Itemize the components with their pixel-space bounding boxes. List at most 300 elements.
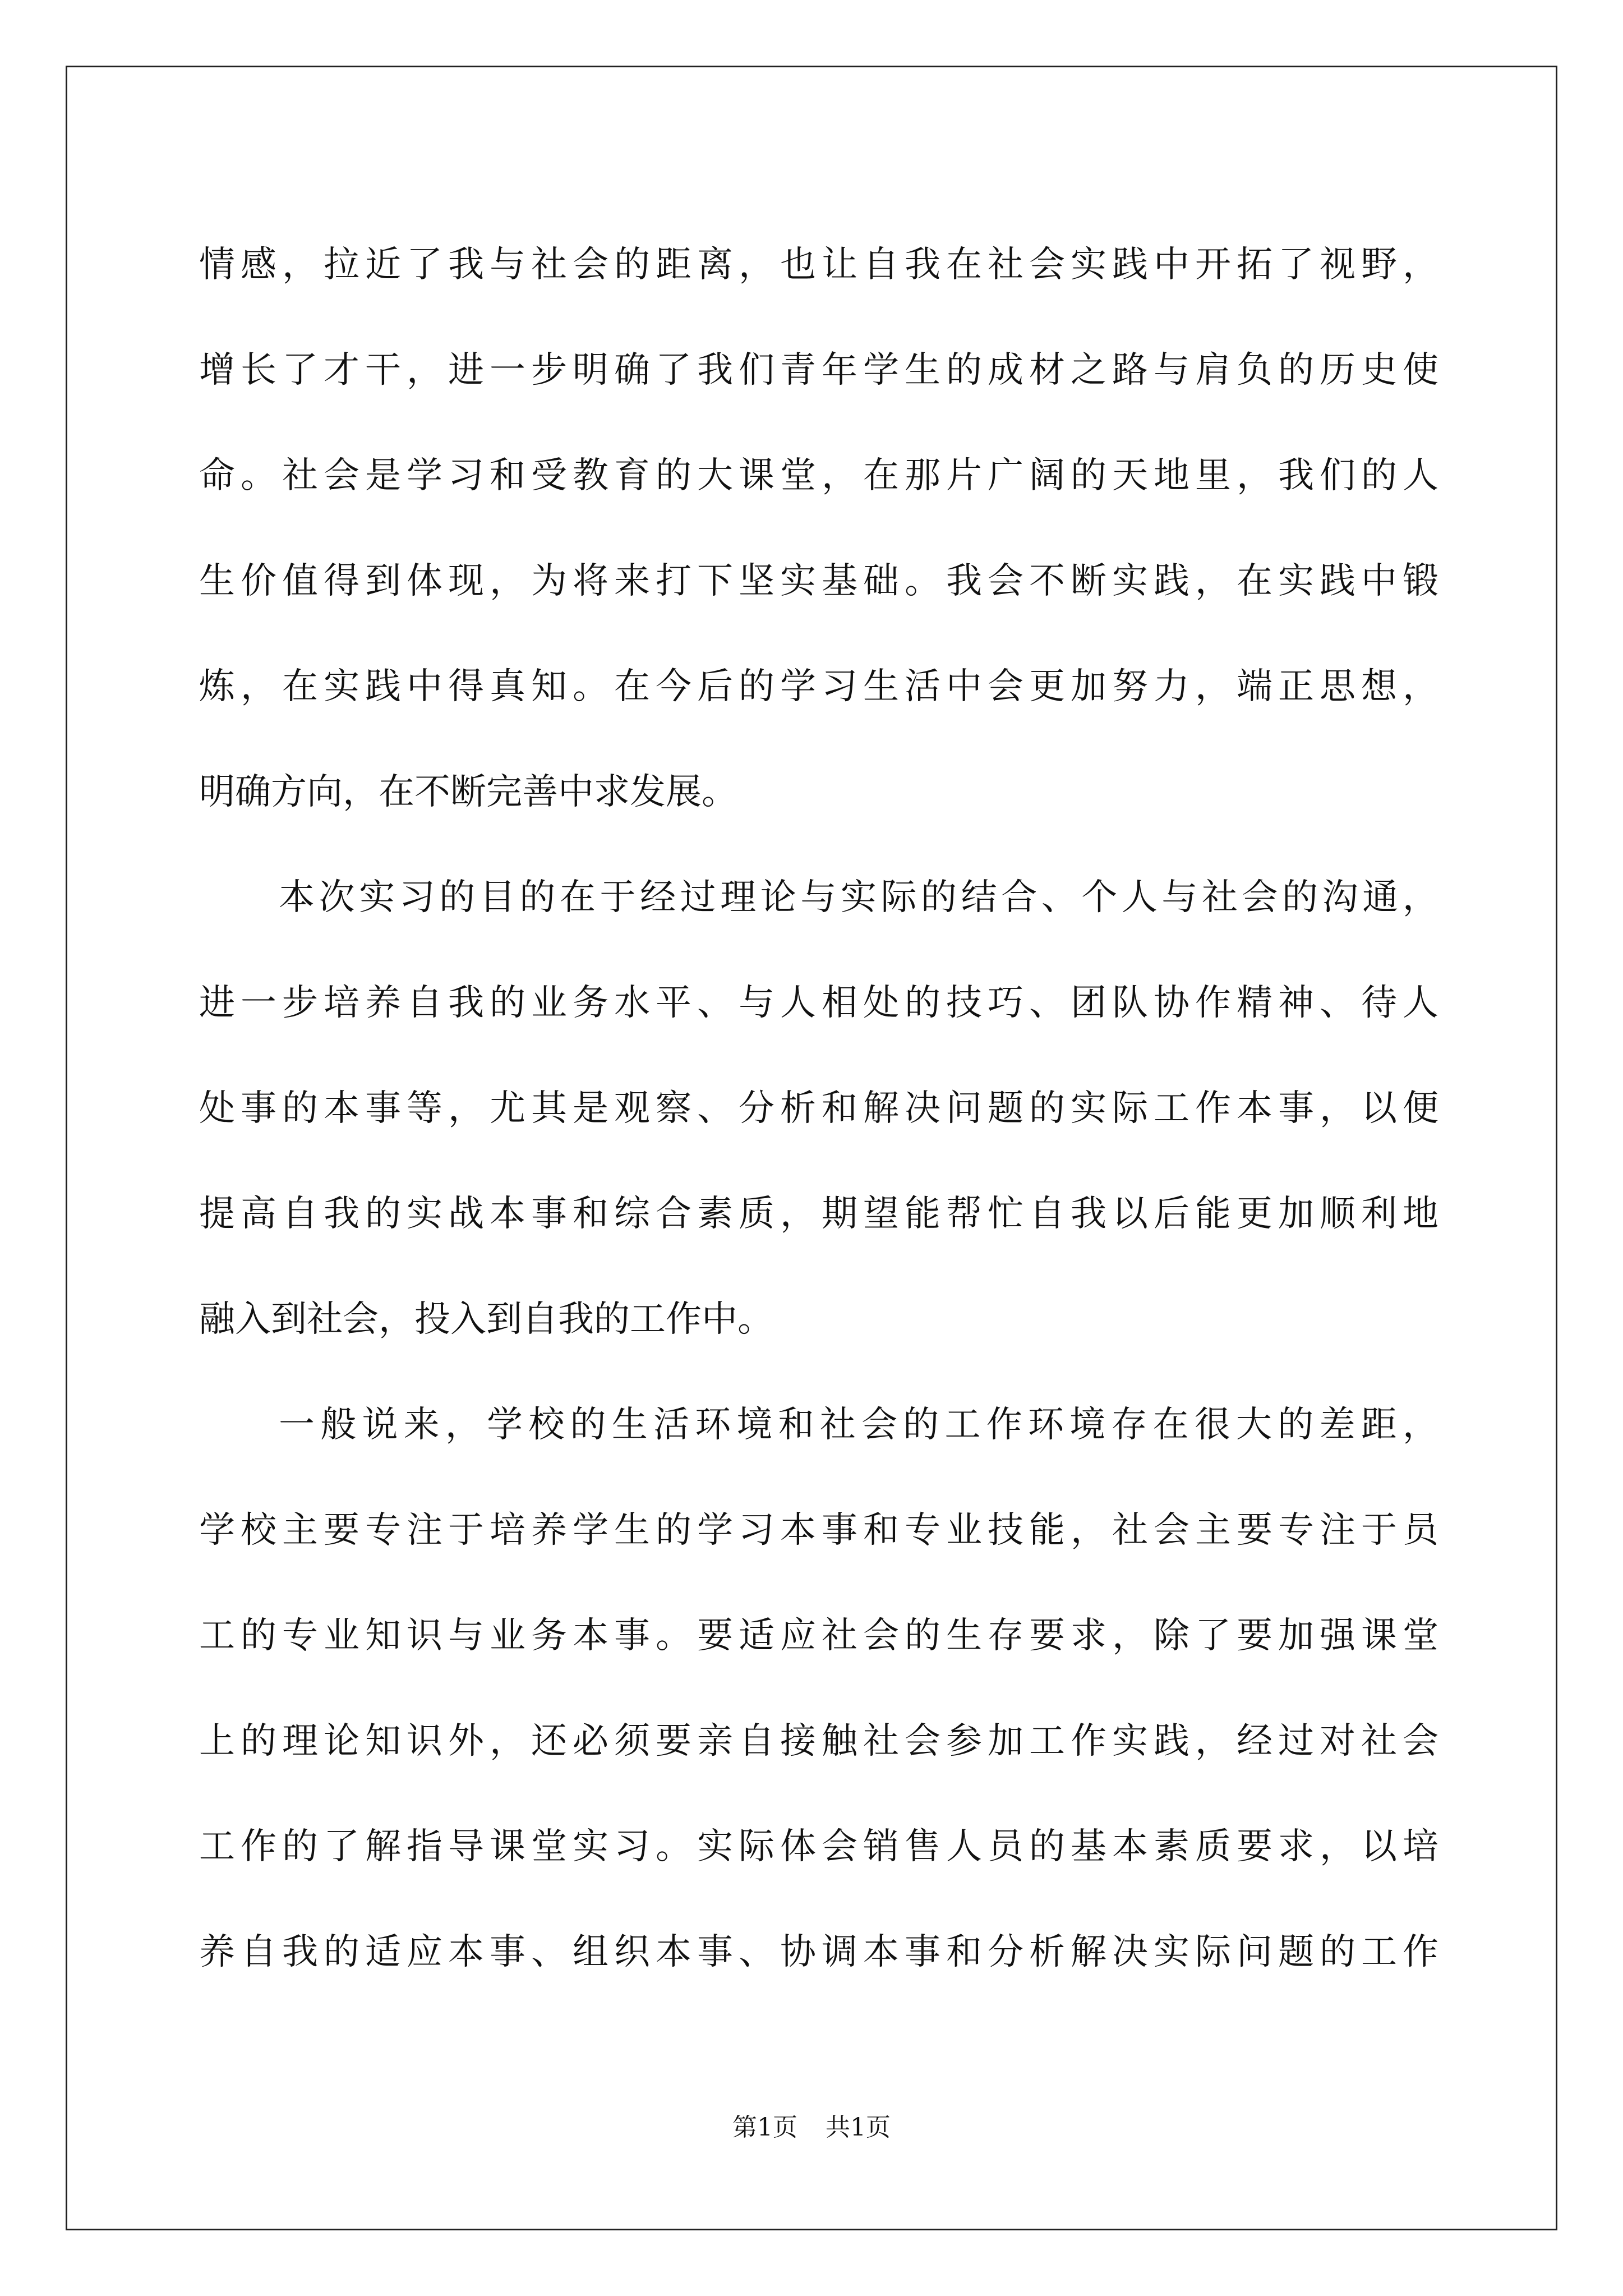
text-char: 要: [1029, 1615, 1065, 1657]
text-char: 求: [1071, 1615, 1106, 1657]
text-char: 在: [559, 877, 596, 918]
text-char: 要: [1237, 1615, 1272, 1657]
text-char: ，: [1237, 455, 1272, 496]
text-char: 目: [479, 877, 515, 918]
text-char: 近: [365, 244, 401, 286]
text-char: 知: [365, 1615, 401, 1657]
text-char: 自: [739, 1720, 774, 1762]
text-char: 社: [1361, 1720, 1397, 1762]
text-line: [199, 1583, 1438, 1688]
text-char: 之: [1071, 349, 1106, 391]
text-char: 导: [448, 1826, 484, 1867]
text-char: 、: [697, 1088, 733, 1129]
text-char: 提: [199, 1193, 235, 1235]
text-char: 我: [282, 1931, 318, 1973]
text-char: 实: [1071, 1088, 1106, 1129]
text-char: 为: [531, 560, 567, 602]
text-char: 经: [640, 877, 676, 918]
text-char: 自: [407, 982, 442, 1024]
text-char: 体: [407, 560, 442, 602]
text-char: 社: [822, 1615, 857, 1657]
text-char: 的: [739, 666, 774, 707]
text-char: 今: [656, 666, 691, 707]
text-char: 现: [448, 560, 484, 602]
text-char: 存: [988, 1615, 1023, 1657]
text-line: [199, 634, 1438, 739]
text-char: 说: [362, 1404, 398, 1446]
text-char: ，: [490, 1720, 525, 1762]
text-char: 生: [199, 560, 235, 602]
text-char: 确: [614, 349, 650, 391]
text-char: 主: [1195, 1510, 1231, 1551]
text-char: 务: [531, 1615, 567, 1657]
text-line: [199, 950, 1438, 1056]
paragraph-first-line: [199, 1372, 1438, 1478]
text-char: ，: [448, 1088, 484, 1129]
text-char: 努: [1112, 666, 1148, 707]
text-char: 很: [1194, 1404, 1230, 1446]
text-char: 想: [1361, 666, 1397, 707]
text-char: 、: [531, 1931, 567, 1973]
text-char: 我: [905, 244, 940, 286]
text-char: 生: [614, 1510, 650, 1551]
text-char: 真: [490, 666, 525, 707]
text-char: 以: [1361, 1088, 1397, 1129]
text-char: 了: [1278, 244, 1314, 286]
text-char: 我: [946, 560, 982, 602]
text-char: 自: [863, 244, 899, 286]
text-char: 端: [1237, 666, 1272, 707]
text-char: 水: [614, 982, 650, 1024]
text-char: 的: [490, 982, 525, 1024]
text-char: 加: [1278, 1615, 1314, 1657]
text-char: ，: [445, 1404, 481, 1446]
text-char: 教: [573, 455, 608, 496]
text-char: 与: [1161, 877, 1198, 918]
text-char: 事: [822, 1510, 857, 1551]
text-char: 和: [822, 1088, 857, 1129]
text-char: 自: [241, 1931, 276, 1973]
text-char: 与: [800, 877, 837, 918]
text-char: 题: [988, 1088, 1023, 1129]
text-char: ，: [1403, 244, 1438, 286]
text-char: ，: [1195, 1720, 1231, 1762]
text-char: 大: [1236, 1404, 1272, 1446]
text-char: 得: [324, 560, 359, 602]
text-char: 的: [1278, 349, 1314, 391]
text-char: 、: [1029, 982, 1065, 1024]
text-char: 。: [656, 1615, 691, 1657]
text-char: 的: [921, 877, 957, 918]
text-char: 后: [697, 666, 733, 707]
text-char: 巧: [988, 982, 1023, 1024]
text-char: 养: [531, 1510, 567, 1551]
text-char: 过: [680, 877, 716, 918]
text-line: [199, 528, 1438, 634]
text-char: 来: [403, 1404, 440, 1446]
text-char: 的: [519, 877, 556, 918]
text-char: ，: [1320, 1826, 1355, 1867]
text-line: [199, 1161, 1438, 1267]
text-char: 和: [946, 1931, 982, 1973]
text-char: ，: [241, 666, 276, 707]
text-char: 团: [1071, 982, 1106, 1024]
text-char: 在: [1152, 1404, 1189, 1446]
text-char: 社: [863, 1720, 899, 1762]
text-char: 史: [1361, 349, 1397, 391]
text-char: 距: [656, 244, 691, 286]
text-char: 实: [359, 877, 395, 918]
text-char: 的: [1029, 1088, 1065, 1129]
text-char: 会: [1029, 244, 1065, 286]
text-char: 事: [1278, 1088, 1314, 1129]
text-char: 期: [822, 1193, 857, 1235]
text-char: 的: [905, 1615, 940, 1657]
text-char: 处: [199, 1088, 235, 1129]
text-char: 相: [822, 982, 857, 1024]
text-char: 人: [1403, 982, 1438, 1024]
text-char: 还: [531, 1720, 567, 1762]
text-line: [199, 1794, 1438, 1899]
text-char: 锻: [1403, 560, 1438, 602]
text-char: 协: [780, 1931, 816, 1973]
text-char: 才: [324, 349, 359, 391]
text-char: 断: [1071, 560, 1106, 602]
text-char: 专: [905, 1510, 940, 1551]
text-char: 地: [1154, 455, 1189, 496]
text-char: 距: [1361, 1404, 1397, 1446]
text-char: 会: [988, 666, 1023, 707]
text-char: 等: [407, 1088, 442, 1129]
text-char: ，: [407, 349, 442, 391]
text-char: 工: [944, 1404, 981, 1446]
text-char: 销: [863, 1826, 899, 1867]
text-line: [199, 1056, 1438, 1161]
text-char: 作: [1071, 1720, 1106, 1762]
text-char: 干: [365, 349, 401, 391]
text-char: 待: [1361, 982, 1397, 1024]
text-char: 适: [739, 1615, 774, 1657]
text-char: 加: [1278, 1193, 1314, 1235]
text-char: 事: [905, 1931, 940, 1973]
text-char: 通: [1362, 877, 1399, 918]
text-char: 实: [407, 1193, 442, 1235]
text-char: 决: [1112, 1931, 1148, 1973]
text-char: 解: [365, 1826, 401, 1867]
text-char: 的: [1071, 455, 1106, 496]
text-char: 上: [199, 1720, 235, 1762]
text-char: 的: [905, 982, 940, 1024]
text-char: 不: [1029, 560, 1065, 602]
text-char: 中: [407, 666, 442, 707]
page-number: 第1页: [732, 2113, 797, 2142]
text-char: 础: [863, 560, 899, 602]
text-char: 和: [863, 1510, 899, 1551]
text-char: 作: [1195, 982, 1231, 1024]
text-line: [199, 1478, 1438, 1583]
text-char: 生: [863, 666, 899, 707]
text-char: 员: [1403, 1510, 1438, 1551]
text-char: 了: [282, 349, 318, 391]
text-char: 个: [1081, 877, 1118, 918]
text-char: 是: [365, 455, 401, 496]
text-char: 的: [1278, 1404, 1314, 1446]
text-char: 。: [905, 560, 940, 602]
text-char: 问: [946, 1088, 982, 1129]
text-char: 的: [241, 1720, 276, 1762]
text-char: 会: [905, 1720, 940, 1762]
text-char: 学: [199, 1510, 235, 1551]
text-char: 会: [1154, 1510, 1189, 1551]
text-char: 校: [241, 1510, 276, 1551]
text-char: 课: [739, 455, 774, 496]
text-char: ，: [1195, 560, 1231, 602]
text-char: 长: [241, 349, 276, 391]
text-char: 工: [1154, 1088, 1189, 1129]
text-char: 也: [780, 244, 816, 286]
text-char: 注: [1320, 1510, 1355, 1551]
text-char: 本: [780, 1510, 816, 1551]
text-char: 本: [1112, 1826, 1148, 1867]
text-char: 年: [822, 349, 857, 391]
text-char: 般: [320, 1404, 357, 1446]
text-char: 存: [1111, 1404, 1147, 1446]
text-char: 要: [324, 1510, 359, 1551]
text-char: 作: [986, 1404, 1022, 1446]
text-char: 学: [863, 349, 899, 391]
text-char: 顺: [1320, 1193, 1355, 1235]
page-footer: [0, 2111, 1623, 2145]
text-char: 事: [531, 1193, 567, 1235]
text-char: ，: [780, 1193, 816, 1235]
text-char: 触: [822, 1720, 857, 1762]
text-char: 实: [1071, 244, 1106, 286]
text-char: 后: [1154, 1193, 1189, 1235]
text-char: 要: [697, 1615, 733, 1657]
text-char: 实: [1112, 1720, 1148, 1762]
text-char: 在: [863, 455, 899, 496]
text-char: 人: [1121, 877, 1158, 918]
text-char: 在: [1237, 560, 1272, 602]
text-char: 、: [1320, 982, 1355, 1024]
text-char: 次: [319, 877, 355, 918]
text-char: 理: [282, 1720, 318, 1762]
text-char: 本: [279, 877, 315, 918]
text-char: 实: [1154, 1931, 1189, 1973]
text-char: 专: [282, 1615, 318, 1657]
text-char: 力: [1154, 666, 1189, 707]
text-char: 在: [946, 244, 982, 286]
text-char: ，: [1071, 1510, 1106, 1551]
text-char: 的: [439, 877, 476, 918]
text-char: 了: [656, 349, 691, 391]
text-char: 题: [1278, 1931, 1314, 1973]
text-char: 学: [697, 1510, 733, 1551]
text-char: 论: [760, 877, 796, 918]
text-char: 材: [1029, 349, 1065, 391]
text-char: 活: [905, 666, 940, 707]
text-char: 组: [573, 1931, 608, 1973]
text-char: 中: [1154, 244, 1189, 286]
text-char: 论: [324, 1720, 359, 1762]
text-char: 分: [739, 1088, 774, 1129]
text-char: 视: [1320, 244, 1355, 286]
text-char: 本: [490, 1193, 525, 1235]
text-char: 我: [1278, 455, 1314, 496]
paragraph-first-line: [199, 845, 1438, 950]
text-char: 学: [407, 455, 442, 496]
text-line: [199, 423, 1438, 528]
text-char: 在: [282, 666, 318, 707]
text-char: 堂: [531, 1826, 567, 1867]
text-char: 际: [1195, 1931, 1231, 1973]
text-char: 践: [1154, 1720, 1189, 1762]
text-char: 。: [241, 455, 276, 496]
text-line: [199, 1688, 1438, 1794]
text-char: 。: [573, 666, 608, 707]
text-char: 和: [573, 1193, 608, 1235]
text-char: 的: [656, 455, 691, 496]
text-char: 人: [946, 1826, 982, 1867]
text-char: 处: [863, 982, 899, 1024]
text-char: 实: [840, 877, 877, 918]
text-line: [199, 318, 1438, 423]
text-char: 广: [988, 455, 1023, 496]
text-char: 会: [861, 1404, 898, 1446]
text-char: 们: [739, 349, 774, 391]
text-char: 的: [903, 1404, 939, 1446]
text-char: 大: [697, 455, 733, 496]
text-char: 分: [988, 1931, 1023, 1973]
text-char: 问: [1237, 1931, 1272, 1973]
text-char: 其: [531, 1088, 567, 1129]
text-char: 工: [199, 1615, 235, 1657]
text-char: 的: [1282, 877, 1318, 918]
text-char: 适: [365, 1931, 401, 1973]
text-char: 在: [614, 666, 650, 707]
text-char: 进: [199, 982, 235, 1024]
text-char: 价: [241, 560, 276, 602]
text-char: 综: [614, 1193, 650, 1235]
text-char: 下: [697, 560, 733, 602]
text-char: 高: [241, 1193, 276, 1235]
text-char: 情: [199, 244, 235, 286]
text-char: 解: [863, 1088, 899, 1129]
text-char: 那: [905, 455, 940, 496]
text-char: 践: [365, 666, 401, 707]
text-char: 堂: [1403, 1615, 1438, 1657]
text-char: 的: [324, 1931, 359, 1973]
text-char: 作: [1195, 1088, 1231, 1129]
text-char: 业: [946, 1510, 982, 1551]
text-char: 以: [1112, 1193, 1148, 1235]
text-char: 我: [448, 982, 484, 1024]
text-char: 接: [780, 1720, 816, 1762]
text-char: 中: [946, 666, 982, 707]
text-char: 拉: [324, 244, 359, 286]
text-char: 养: [199, 1931, 235, 1973]
text-char: 际: [1112, 1088, 1148, 1129]
text-char: 习: [614, 1826, 650, 1867]
text-char: 社: [988, 244, 1023, 286]
text-char: 思: [1320, 666, 1355, 707]
text-char: 与: [490, 244, 525, 286]
text-char: 本: [656, 1931, 691, 1973]
text-char: 工: [1361, 1931, 1397, 1973]
text-char: 成: [988, 349, 1023, 391]
text-char: 实: [1278, 560, 1314, 602]
text-char: 明: [573, 349, 608, 391]
text-char: 必: [573, 1720, 608, 1762]
text-char: 工: [199, 1826, 235, 1867]
text-char: 了: [324, 1826, 359, 1867]
text-char: 与: [1154, 349, 1189, 391]
text-char: 要: [656, 1720, 691, 1762]
text-char: 境: [736, 1404, 773, 1446]
text-char: 环: [1027, 1404, 1064, 1446]
text-char: 实: [1112, 560, 1148, 602]
text-char: 察: [656, 1088, 691, 1129]
text-char: 历: [1320, 349, 1355, 391]
text-char: 会: [1403, 1720, 1438, 1762]
text-char: 是: [573, 1088, 608, 1129]
text-char: 践: [1112, 244, 1148, 286]
text-char: 体: [780, 1826, 816, 1867]
text-char: 合: [1001, 877, 1038, 918]
text-char: 解: [1071, 1931, 1106, 1973]
text-char: 帮: [946, 1193, 982, 1235]
text-char: 专: [365, 1510, 401, 1551]
text-char: 们: [1320, 455, 1355, 496]
text-char: 习: [739, 1510, 774, 1551]
text-char: 员: [988, 1826, 1023, 1867]
text-char: 业: [324, 1615, 359, 1657]
text-char: 社: [282, 455, 318, 496]
text-char: 实: [573, 1826, 608, 1867]
text-char: 。: [656, 1826, 691, 1867]
text-char: 一: [279, 1404, 315, 1446]
text-char: 知: [365, 1720, 401, 1762]
text-char: 的: [570, 1404, 606, 1446]
text-char: 到: [365, 560, 401, 602]
text-char: 除: [1154, 1615, 1189, 1657]
text-char: 社: [1112, 1510, 1148, 1551]
text-char: 能: [1029, 1510, 1065, 1551]
text-char: 于: [600, 877, 636, 918]
text-char: 作: [241, 1826, 276, 1867]
text-char: 让: [822, 244, 857, 286]
text-char: 开: [1195, 244, 1231, 286]
text-char: 作: [1403, 1931, 1438, 1973]
text-char: 能: [905, 1193, 940, 1235]
text-char: 社: [531, 244, 567, 286]
text-char: 知: [531, 666, 567, 707]
text-char: ，: [282, 244, 318, 286]
text-char: 培: [1403, 1826, 1438, 1867]
text-char: 实: [780, 560, 816, 602]
text-char: 观: [614, 1088, 650, 1129]
text-char: 际: [739, 1826, 774, 1867]
text-char: ，: [822, 455, 857, 496]
text-char: 的: [1029, 1826, 1065, 1867]
text-line: 明确方向，在不断完善中求发展。: [199, 771, 737, 813]
text-char: 自: [1029, 1193, 1065, 1235]
document-body: [199, 212, 1438, 2005]
text-char: 更: [1029, 666, 1065, 707]
text-char: 调: [822, 1931, 857, 1973]
text-char: 利: [1361, 1193, 1397, 1235]
text-char: ，: [1112, 1615, 1148, 1657]
